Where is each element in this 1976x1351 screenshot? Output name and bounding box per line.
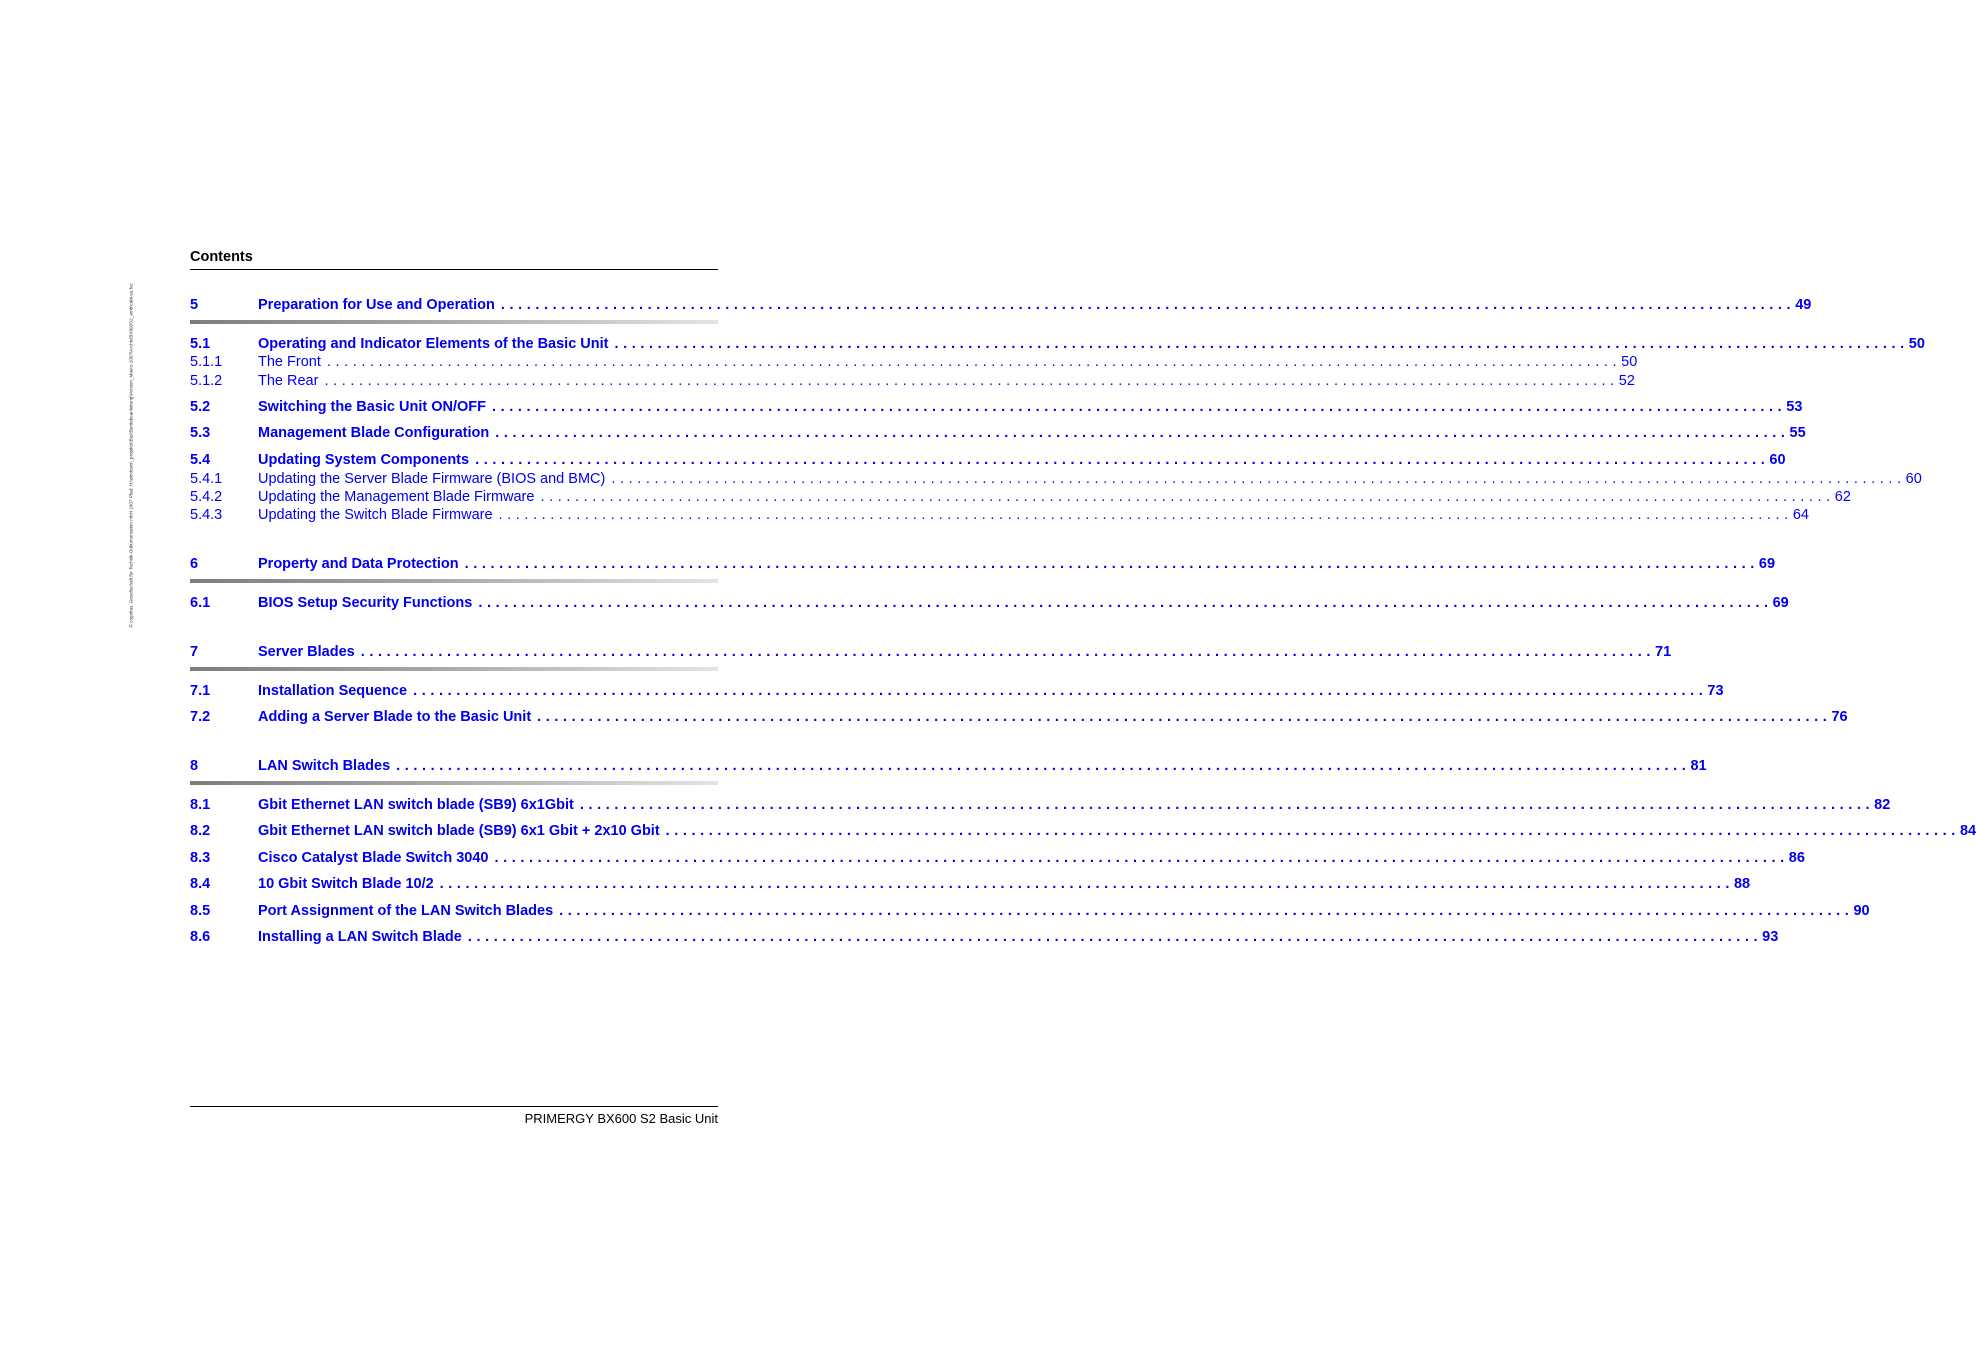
toc-entry[interactable] [190, 451, 1786, 469]
toc-entry-page: 71 [1655, 644, 1672, 660]
toc-entry-number: 5.3 [190, 425, 211, 441]
toc-entry-leader: ...................................................................................................................................................... [467, 929, 1763, 945]
toc-entry-leader: ...................................................................................................................................................... [611, 471, 1906, 487]
toc-entry-page: 88 [1733, 876, 1751, 892]
toc-entry-number: 8.5 [190, 903, 211, 919]
toc-entry-title: LAN Switch Blades [258, 758, 391, 774]
toc-entry-number: 5.1.2 [190, 373, 223, 389]
toc-entry-number: 5.1 [190, 336, 211, 352]
toc-entry[interactable] [190, 594, 1789, 612]
toc-entry-leader: ...................................................................................................................................................... [579, 797, 1875, 813]
toc-entry-leader: ...................................................................................................................................................... [475, 452, 1770, 468]
toc-entry[interactable] [190, 424, 1806, 442]
toc-entry[interactable] [190, 757, 1707, 775]
toc-entry-title: Gbit Ethernet LAN switch blade (SB9) 6x1Gbit [258, 797, 574, 813]
toc-entry-page: 76 [1831, 709, 1848, 725]
toc-entry-title: Port Assignment of the LAN Switch Blades [258, 903, 554, 919]
toc-entry-leader: ...................................................................................................................................................... [665, 823, 1960, 839]
toc-entry-page: 49 [1795, 297, 1812, 313]
toc-entry-number: 5.1.1 [190, 354, 223, 370]
toc-entry[interactable] [190, 796, 1891, 814]
toc-entry-number: 7.1 [190, 683, 211, 699]
toc-entry[interactable] [190, 335, 1925, 353]
toc-entry-leader: ...................................................................................................................................................... [492, 399, 1787, 415]
toc-entry-title: Installing a LAN Switch Blade [258, 929, 462, 945]
toc-entry-title: The Front [258, 354, 321, 370]
toc-entry-page: 81 [1690, 758, 1707, 774]
toc-entry[interactable] [190, 875, 1751, 893]
toc-entry[interactable] [190, 506, 1809, 524]
page-title: Contents [190, 249, 253, 265]
toc-entry[interactable] [190, 470, 1922, 488]
toc-entry[interactable] [190, 555, 1776, 573]
toc-entry-leader: ...................................................................................................................................................... [324, 373, 1619, 389]
toc-entry-title: Gbit Ethernet LAN switch blade (SB9) 6x1 Gbit + 2x10 Gbit [258, 823, 660, 839]
toc-entry-page: 69 [1772, 595, 1789, 611]
toc-entry-number: 6 [190, 556, 199, 572]
chapter-divider [190, 667, 718, 671]
toc-entry-number: 5.4 [190, 452, 211, 468]
footer-rule [190, 1106, 718, 1107]
toc-entry-number: 6.1 [190, 595, 211, 611]
toc-entry-leader: ...................................................................................................................................................... [614, 336, 1909, 352]
toc-entry-title: The Rear [258, 373, 319, 389]
toc-entry-page: 60 [1769, 452, 1786, 468]
toc-entry-leader: ...................................................................................................................................................... [537, 709, 1832, 725]
toc-entry-leader: ...................................................................................................................................................... [494, 850, 1789, 866]
toc-entry[interactable] [190, 849, 1805, 867]
toc-entry-title: BIOS Setup Security Functions [258, 595, 473, 611]
toc-entry-number: 5.4.2 [190, 489, 223, 505]
toc-entry-title: Updating System Components [258, 452, 470, 468]
toc-entry-title: Property and Data Protection [258, 556, 459, 572]
toc-entry-number: 5.2 [190, 399, 211, 415]
toc-entry-number: 8.1 [190, 797, 211, 813]
toc-entry-page: 86 [1788, 850, 1805, 866]
toc-entry-page: 90 [1853, 903, 1870, 919]
toc-entry-page: 73 [1707, 683, 1724, 699]
chapter-divider [190, 579, 718, 583]
toc-entry-leader: ...................................................................................................................................................... [396, 758, 1691, 774]
chapter-divider [190, 320, 718, 324]
toc-entry[interactable] [190, 902, 1870, 920]
toc-entry[interactable] [190, 643, 1672, 661]
toc-entry-title: Adding a Server Blade to the Basic Unit [258, 709, 532, 725]
toc-entry-leader: ...................................................................................................................................................... [498, 507, 1793, 523]
toc-entry-number: 8.3 [190, 850, 211, 866]
toc-entry-number: 8.4 [190, 876, 211, 892]
toc-entry[interactable] [190, 488, 1851, 506]
toc-entry-leader: ...................................................................................................................................................... [360, 644, 1656, 660]
toc-entry-title: 10 Gbit Switch Blade 10/2 [258, 876, 434, 892]
toc-entry-page: 53 [1786, 399, 1803, 415]
toc-entry-title: Operating and Indicator Elements of the Basic Unit [258, 336, 609, 352]
sidebar-path-note [124, 240, 138, 670]
toc-entry-leader: ...................................................................................................................................................... [500, 297, 1796, 313]
toc-entry-title: Updating the Server Blade Firmware (BIOS and BMC) [258, 471, 606, 487]
toc-entry-title: Updating the Switch Blade Firmware [258, 507, 493, 523]
sidebar-path-text: © cognitas. Gesellschaft für Technik-Dokumentation mbH 2007 Pfad: H:\windows\_projekte\Box\Betriebsanleitung\Version_Maerz-2007\Archiv\BX600S2_amb\cabi-us.fvz [128, 283, 134, 627]
toc-entry-leader: ...................................................................................................................................................... [464, 556, 1759, 572]
toc-entry[interactable] [190, 398, 1803, 416]
toc-entry-title: Installation Sequence [258, 683, 408, 699]
toc-entry-page: 50 [1908, 336, 1925, 352]
toc-entry-number: 8 [190, 758, 199, 774]
toc-entry-page: 84 [1959, 823, 1976, 839]
toc-entry-title: Cisco Catalyst Blade Switch 3040 [258, 850, 489, 866]
toc-entry-title: Server Blades [258, 644, 355, 660]
toc-entry[interactable] [190, 708, 1848, 726]
toc-entry-page: 55 [1789, 425, 1806, 441]
chapter-divider [190, 781, 718, 785]
toc-entry[interactable] [190, 353, 1638, 371]
toc-entry-page: 62 [1834, 489, 1851, 505]
toc-entry-page: 50 [1621, 354, 1638, 370]
toc-entry[interactable] [190, 822, 1976, 840]
toc-entry-page: 60 [1905, 471, 1922, 487]
toc-entry[interactable] [190, 682, 1724, 700]
toc-entry-title: Preparation for Use and Operation [258, 297, 495, 313]
toc-entry-leader: ...................................................................................................................................................... [413, 683, 1708, 699]
toc-entry-number: 7.2 [190, 709, 211, 725]
toc-entry-title: Updating the Management Blade Firmware [258, 489, 535, 505]
toc-entry[interactable] [190, 928, 1779, 946]
toc-entry-leader: ...................................................................................................................................................... [559, 903, 1854, 919]
toc-entry-leader: ...................................................................................................................................................... [439, 876, 1734, 892]
toc-entry-number: 5.4.3 [190, 507, 223, 523]
toc-entry-number: 8.6 [190, 929, 211, 945]
toc-entry-page: 69 [1758, 556, 1776, 572]
toc-entry-title: Switching the Basic Unit ON/OFF [258, 399, 486, 415]
toc-entry[interactable] [190, 296, 1812, 314]
toc-entry-page: 52 [1618, 373, 1635, 389]
toc-entry-title: Management Blade Configuration [258, 425, 490, 441]
toc-entry-page: 93 [1762, 929, 1779, 945]
toc-entry-number: 5 [190, 297, 199, 313]
toc-entry-leader: ...................................................................................................................................................... [478, 595, 1773, 611]
footer-product-name: PRIMERGY BX600 S2 Basic Unit [524, 1111, 718, 1126]
toc-entry-page: 82 [1874, 797, 1891, 813]
toc-entry[interactable] [190, 372, 1635, 390]
toc-entry-page: 64 [1792, 507, 1809, 523]
toc-entry-number: 5.4.1 [190, 471, 223, 487]
header-rule [190, 269, 718, 270]
toc-entry-number: 7 [190, 644, 199, 660]
toc-entry-number: 8.2 [190, 823, 211, 839]
toc-entry-leader: ...................................................................................................................................................... [326, 354, 1622, 370]
toc-entry-leader: ...................................................................................................................................................... [495, 425, 1790, 441]
toc-entry-leader: ...................................................................................................................................................... [540, 489, 1835, 505]
